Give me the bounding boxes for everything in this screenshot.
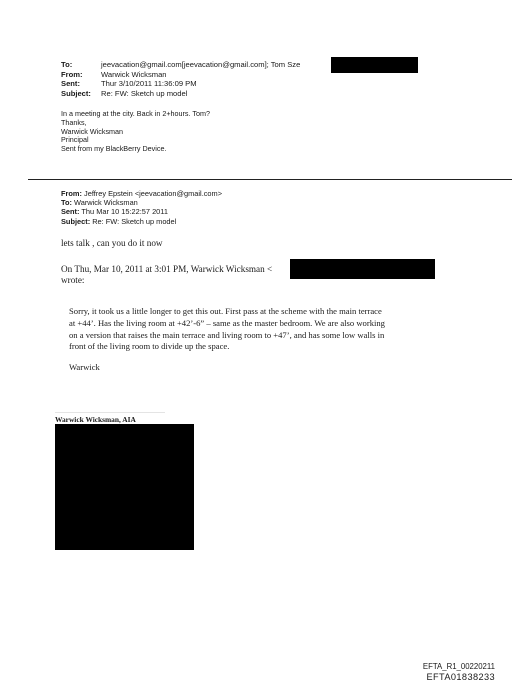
sent-value: Thu Mar 10 15:22:57 2011	[81, 207, 168, 217]
sent-label: Sent:	[61, 79, 80, 89]
from-line	[61, 189, 321, 198]
redaction-block	[55, 424, 194, 550]
redaction-block	[331, 57, 418, 73]
quote-line: On Thu, Mar 10, 2011 at 3:01 PM, Warwick Wicksman <	[61, 264, 273, 274]
signoff: Warwick	[69, 362, 100, 372]
to-value: Warwick Wicksman	[74, 198, 138, 208]
body-line: Warwick Wicksman	[61, 126, 124, 136]
message-text: lets talk , can you do it now	[61, 238, 163, 248]
reply-line: at +44’. Has the living room at +42’-6” – same as the master bedroom. We are also working	[69, 317, 385, 328]
email1-body	[61, 110, 210, 154]
subject-line	[61, 217, 321, 226]
signature-name: Warwick Wicksman, AIA	[55, 415, 136, 424]
signature-rule	[55, 412, 165, 413]
from-value: Jeffrey Epstein <jeevacation@gmail.com>	[84, 189, 223, 198]
subject-label: Subject:	[61, 216, 91, 226]
from-value: Warwick Wicksman	[101, 69, 167, 79]
sent-line	[61, 207, 321, 216]
to-label: To:	[61, 198, 72, 208]
body-line: Thanks,	[61, 117, 87, 127]
reply-line: Sorry, it took us a little longer to get this out. First pass at the scheme with the main terrace	[69, 306, 382, 316]
subject-value: Re: FW: Sketch up model	[101, 88, 188, 98]
redaction-block	[290, 259, 435, 279]
body-line: Principal	[61, 135, 89, 145]
footer-id-2: EFTA01838233	[426, 672, 495, 682]
reply-line: front of the living room to divide up the space.	[69, 341, 230, 352]
subject-label: Subject:	[61, 88, 91, 98]
to-label: To:	[61, 60, 73, 69]
to-line	[61, 198, 321, 207]
footer-id-1: EFTA_R1_00220211	[422, 662, 495, 671]
from-label: From:	[61, 189, 82, 198]
sent-value: Thur 3/10/2011 11:36:09 PM	[101, 79, 197, 89]
body-line: In a meeting at the city. Back in 2+hours. Tom?	[61, 109, 210, 118]
subject-value: Re: FW: Sketch up model	[92, 216, 177, 226]
email2-header	[61, 189, 321, 229]
sent-label: Sent:	[61, 207, 80, 217]
body-line: Sent from my BlackBerry Device.	[61, 144, 167, 154]
separator-rule	[28, 179, 512, 180]
from-label: From:	[61, 69, 83, 79]
quote-wrote: wrote:	[61, 275, 85, 285]
to-value: jeevacation@gmail.com[jeevacation@gmail.com]; Tom Sze	[101, 60, 301, 69]
reply-line: on a version that raises the main terrace and living room to +47’, and has some low walls in	[69, 329, 385, 340]
reply-body	[69, 306, 385, 353]
